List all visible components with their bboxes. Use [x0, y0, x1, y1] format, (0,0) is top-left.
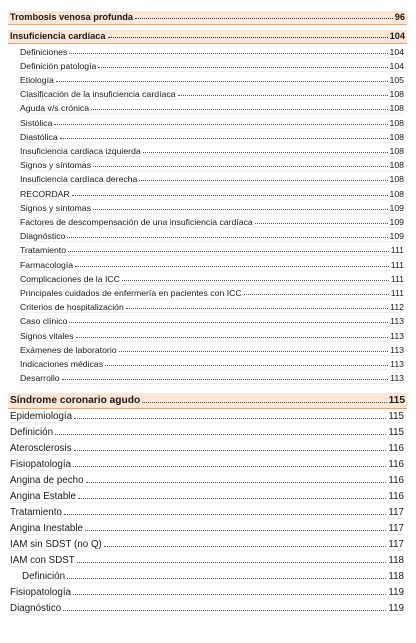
toc-section-header[interactable] [8, 393, 407, 409]
toc-entry[interactable] [20, 116, 404, 129]
toc-entry[interactable] [20, 59, 404, 72]
dot-leader [126, 308, 388, 309]
toc-entry[interactable] [10, 552, 404, 567]
entry-label: Diagnóstico [20, 231, 66, 241]
entry-page: 108 [389, 189, 404, 199]
dot-leader [74, 418, 386, 419]
dot-leader [67, 237, 387, 238]
entry-label: Definición [10, 427, 54, 438]
toc-entry[interactable] [20, 371, 404, 384]
toc-entry[interactable] [20, 286, 404, 299]
toc-section-header[interactable] [8, 11, 407, 25]
toc-entry[interactable] [22, 568, 404, 583]
entry-page: 111 [390, 245, 404, 255]
entry-label: Definición [22, 571, 66, 582]
entry-label: Criterios de hospitalización [20, 302, 124, 312]
dot-leader [55, 434, 386, 435]
entry-page: 117 [388, 523, 404, 534]
dot-leader [73, 594, 386, 595]
toc-entry[interactable] [20, 329, 404, 342]
toc-entry[interactable] [20, 144, 404, 157]
dot-leader [104, 546, 387, 547]
entry-label: Insuficiencia cardíaca derecha [20, 174, 138, 184]
entry-page: 119 [388, 603, 404, 614]
entry-label: Signos y síntomas [20, 160, 91, 170]
dot-leader [67, 578, 386, 579]
entry-page: 113 [390, 316, 404, 326]
entry-page: 119 [388, 587, 404, 598]
dot-leader [63, 610, 386, 611]
entry-page: 109 [389, 203, 404, 213]
toc-section-header[interactable] [8, 30, 407, 44]
toc-entry[interactable] [10, 456, 404, 471]
entry-page: 118 [388, 571, 404, 582]
toc-entry[interactable] [20, 87, 404, 100]
toc-entry[interactable] [10, 408, 404, 423]
entry-page: 108 [389, 103, 404, 113]
dot-leader [255, 223, 388, 224]
entry-page: 113 [390, 359, 404, 369]
toc-entry[interactable] [20, 300, 404, 313]
entry-label: Angina Inestable [10, 523, 83, 534]
entry-page: 117 [388, 539, 404, 550]
entry-label: Clasificación de la insuficiencia cardíaca [20, 89, 176, 99]
entry-page: 108 [389, 89, 404, 99]
toc-entry[interactable] [10, 520, 404, 535]
entry-page: 118 [388, 555, 404, 566]
entry-label: Aterosclerosis [10, 443, 72, 454]
entry-page: 104 [389, 47, 404, 57]
entry-label: Fisiopatología [10, 459, 71, 470]
entry-label: Angina Estable [10, 491, 76, 502]
entry-page: 115 [388, 427, 404, 438]
toc-entry[interactable] [10, 424, 404, 439]
dot-leader [143, 152, 388, 153]
entry-label: Definiciones [20, 47, 68, 57]
dot-leader [69, 322, 388, 323]
dot-leader [68, 251, 389, 252]
entry-page: 109 [389, 231, 404, 241]
entry-page: 113 [390, 331, 404, 341]
toc-entry[interactable] [10, 440, 404, 455]
dot-leader [72, 195, 388, 196]
toc-entry[interactable] [20, 215, 404, 228]
entry-label: IAM sin SDST (no Q) [10, 539, 102, 550]
toc-entry[interactable] [20, 272, 404, 285]
toc-entry[interactable] [20, 243, 404, 256]
entry-label: Indicaciones médicas [20, 359, 104, 369]
toc-entry[interactable] [10, 504, 404, 519]
entry-label: Exámenes de laboratorio [20, 345, 117, 355]
dot-leader [77, 562, 387, 563]
entry-label: Diastólica [20, 132, 58, 142]
dot-leader [86, 482, 387, 483]
dot-leader [135, 18, 393, 19]
dot-leader [62, 379, 389, 380]
dot-leader [60, 138, 388, 139]
dot-leader [119, 351, 389, 352]
entry-page: 117 [388, 507, 404, 518]
entry-page: 116 [388, 459, 404, 470]
dot-leader [54, 124, 387, 125]
entry-label: Definición patología [20, 61, 97, 71]
entry-label: Sistólica [20, 118, 53, 128]
entry-page: 104 [389, 61, 404, 71]
entry-page: 113 [390, 345, 404, 355]
dot-leader [78, 498, 386, 499]
entry-label: Epidemiología [10, 411, 73, 422]
toc-entry[interactable] [20, 314, 404, 327]
entry-label: Tratamiento [10, 507, 62, 518]
toc-entry[interactable] [20, 158, 404, 171]
entry-label: Insuficiencia cardiaca izquierda [20, 146, 141, 156]
section-title: Síndrome coronario agudo [10, 395, 141, 406]
toc-entry[interactable] [10, 536, 404, 551]
entry-page: 116 [388, 443, 404, 454]
toc-entry[interactable] [10, 472, 404, 487]
toc-entry[interactable] [20, 187, 404, 200]
dot-leader [98, 67, 387, 68]
dot-leader [74, 450, 387, 451]
dot-leader [73, 466, 386, 467]
entry-page: 112 [390, 302, 404, 312]
dot-leader [178, 95, 388, 96]
dot-leader [64, 514, 386, 515]
entry-label: Farmacología [20, 260, 74, 270]
entry-page: 109 [389, 217, 404, 227]
toc-entry[interactable] [20, 130, 404, 143]
entry-page: 108 [389, 160, 404, 170]
entry-label: Fisiopatología [10, 587, 71, 598]
entry-label: RECORDAR [20, 189, 70, 199]
dot-leader [244, 294, 389, 295]
dot-leader [93, 166, 388, 167]
entry-label: IAM con SDST [10, 555, 75, 566]
toc-entry[interactable] [10, 600, 404, 615]
section-page: 115 [388, 395, 405, 406]
dot-leader [69, 53, 387, 54]
dot-leader [56, 81, 388, 82]
section-title: Insuficiencia cardíaca [10, 31, 106, 41]
entry-page: 108 [389, 174, 404, 184]
entry-page: 116 [388, 475, 404, 486]
entry-label: Aguda v/s crónica [20, 103, 90, 113]
entry-label: Etiología [20, 75, 54, 85]
entry-label: Caso clínico [20, 316, 68, 326]
toc-entry[interactable] [20, 73, 404, 86]
toc-entry[interactable] [20, 201, 404, 214]
section-title: Trombosis venosa profunda [10, 12, 134, 22]
dot-leader [93, 209, 388, 210]
entry-page: 108 [389, 132, 404, 142]
entry-label: Principales cuidados de enfermería en pacientes con ICC [20, 288, 242, 298]
toc-entry[interactable] [20, 258, 404, 271]
dot-leader [105, 365, 388, 366]
entry-label: Signos vitales [20, 331, 74, 341]
entry-page: 111 [390, 288, 404, 298]
dot-leader [108, 37, 388, 38]
dot-leader [76, 337, 389, 338]
entry-label: Complicaciones de la ICC [20, 274, 120, 284]
toc-entry[interactable] [10, 488, 404, 503]
dot-leader [142, 402, 386, 403]
toc-entry[interactable] [20, 172, 404, 185]
entry-label: Signos y síntomas [20, 203, 91, 213]
toc-entry[interactable] [20, 229, 404, 242]
toc-entry[interactable] [10, 584, 404, 599]
entry-page: 111 [390, 274, 404, 284]
dot-leader [91, 109, 387, 110]
entry-label: Angina de pecho [10, 475, 84, 486]
dot-leader [139, 180, 387, 181]
dot-leader [85, 530, 386, 531]
entry-label: Diagnóstico [10, 603, 62, 614]
toc-entry[interactable] [20, 343, 404, 356]
section-page: 96 [394, 12, 405, 22]
entry-page: 113 [390, 373, 404, 383]
entry-page: 115 [388, 411, 404, 422]
entry-page: 111 [390, 260, 404, 270]
entry-page: 108 [389, 146, 404, 156]
toc-entry[interactable] [20, 101, 404, 114]
dot-leader [75, 266, 389, 267]
entry-page: 108 [389, 118, 404, 128]
entry-page: 105 [389, 75, 404, 85]
entry-page: 116 [388, 491, 404, 502]
entry-label: Desarrollo [20, 373, 60, 383]
entry-label: Factores de descompensación de una insuficiencia cardíaca [20, 217, 253, 227]
toc-entry[interactable] [20, 45, 404, 58]
dot-leader [122, 280, 389, 281]
toc-entry[interactable] [20, 357, 404, 370]
entry-label: Tratamiento [20, 245, 67, 255]
section-page: 104 [389, 31, 405, 41]
